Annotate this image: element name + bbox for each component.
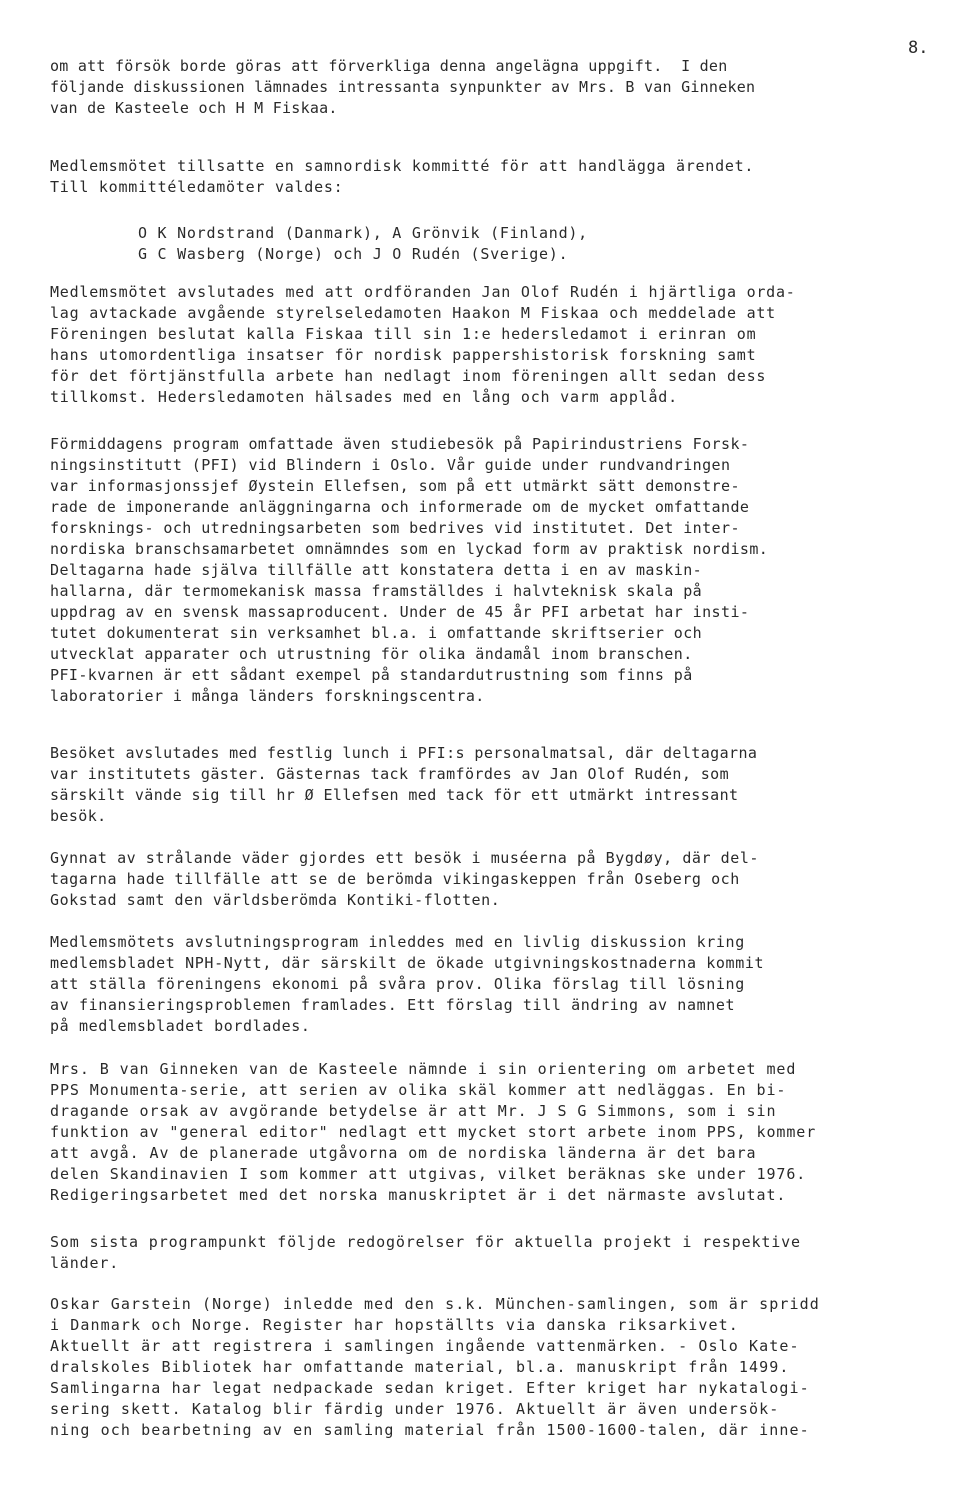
text-line: för det förtjänstfulla arbete han nedlagt inom föreningen allt sedan dess xyxy=(50,367,767,385)
text-line: tagarna hade tillfälle att se de berömda vikingaskeppen från Oseberg och xyxy=(50,870,740,888)
text-line: länder. xyxy=(50,1254,120,1272)
text-line: PFI-kvarnen är ett sådant exempel på standardutrustning som finns på xyxy=(50,666,693,684)
text-line: delen Skandinavien I som kommer att utgivas, vilket beräknas ske under 1976. xyxy=(50,1165,807,1183)
text-line: nordiska branschsamarbetet omnämndes som en lyckad form av praktisk nordism. xyxy=(50,540,769,558)
text-line: ning och bearbetning av en samling material från 1500-1600-talen, där inne- xyxy=(50,1421,810,1439)
paragraph xyxy=(50,1294,930,1441)
text-line: uppdrag av en svensk massaproducent. Under de 45 år PFI arbetat har insti- xyxy=(50,603,750,621)
text-line: Medlemsmötet avslutades med att ordföranden Jan Olof Rudén i hjärtliga orda- xyxy=(50,283,796,301)
text-line: Mrs. B van Ginneken van de Kasteele nämnde i sin orientering om arbetet med xyxy=(50,1060,797,1078)
text-line: Till kommittéledamöter valdes: xyxy=(50,178,344,196)
text-line: O K Nordstrand (Danmark), A Grönvik (Finland), xyxy=(138,224,588,242)
text-line: följande diskussionen lämnades intressanta synpunkter av Mrs. B van Ginneken xyxy=(50,78,756,96)
text-line: Medlemsmötets avslutningsprogram inleddes med en livlig diskussion kring xyxy=(50,933,745,951)
text-line: dralskoles Bibliotek har omfattande material, bl.a. manuskript från 1499. xyxy=(50,1358,790,1376)
text-line: dragande orsak av avgörande betydelse är att Mr. J S G Simmons, som i sin xyxy=(50,1102,777,1120)
text-line: rade de imponerande anläggningarna och informerade om de mycket omfattande xyxy=(50,498,750,516)
paragraph xyxy=(50,434,930,707)
text-line: Som sista programpunkt följde redogörelser för aktuella projekt i respektive xyxy=(50,1233,801,1251)
text-line: funktion av "general editor" nedlagt ett mycket stort arbete inom PPS, kommer xyxy=(50,1123,817,1141)
text-line: PPS Monumenta-serie, att serien av olika skäl kommer att nedläggas. En bi- xyxy=(50,1081,787,1099)
text-line: Förmiddagens program omfattade även studiebesök på Papirindustriens Forsk- xyxy=(50,435,750,453)
paragraph xyxy=(138,223,960,265)
text-line: tillkomst. Hedersledamoten hälsades med en lång och varm applåd. xyxy=(50,388,678,406)
text-line: på medlemsbladet bordlades. xyxy=(50,1017,311,1035)
text-line: Deltagarna hade själva tillfälle att konstatera detta i en av maskin- xyxy=(50,561,703,579)
text-line: Gynnat av strålande väder gjordes ett besök i muséerna på Bygdøy, där del- xyxy=(50,849,759,867)
text-line: G C Wasberg (Norge) och J O Rudén (Sverige). xyxy=(138,245,569,263)
text-line: laboratorier i många länders forskningscentra. xyxy=(50,687,485,705)
paragraph xyxy=(50,932,930,1037)
paragraph xyxy=(50,56,930,119)
text-line: Aktuellt är att registrera i samlingen ingående vattenmärken. - Oslo Kate- xyxy=(50,1337,800,1355)
text-line: om att försök borde göras att förverkliga denna angelägna uppgift. I den xyxy=(50,57,728,75)
text-line: hallarna, där termomekanisk massa framställdes i halvteknisk skala på xyxy=(50,582,703,600)
paragraph xyxy=(50,743,930,827)
text-line: i Danmark och Norge. Register har hopställts via danska riksarkivet. xyxy=(50,1316,739,1334)
text-line: att avgå. Av de planerade utgåvorna om de nordiska länderna är det bara xyxy=(50,1144,757,1162)
text-line: Samlingarna har legat nedpackade sedan kriget. Efter kriget har nykatalogi- xyxy=(50,1379,810,1397)
text-line: Redigeringsarbetet med det norska manuskriptet är i det närmaste avslutat. xyxy=(50,1186,787,1204)
paragraph xyxy=(50,156,930,198)
text-line: medlemsbladet NPH-Nytt, där särskilt de ökade utgivningskostnaderna kommit xyxy=(50,954,765,972)
text-line: var institutets gäster. Gästernas tack framfördes av Jan Olof Rudén, som xyxy=(50,765,730,783)
paragraph xyxy=(50,282,930,408)
text-line: Gokstad samt den världsberömda Kontiki-flotten. xyxy=(50,891,501,909)
text-line: ningsinstitutt (PFI) vid Blindern i Oslo. Vår guide under rundvandringen xyxy=(50,456,731,474)
text-line: forsknings- och utredningsarbeten som bedrives vid institutet. Det inter- xyxy=(50,519,740,537)
text-line: tutet dokumenterat sin verksamhet bl.a. i omfattande skriftserier och xyxy=(50,624,703,642)
text-line: Besöket avslutades med festlig lunch i PFI:s personalmatsal, där deltagarna xyxy=(50,744,758,762)
text-line: Medlemsmötet tillsatte en samnordisk kommitté för att handlägga ärendet. xyxy=(50,157,755,175)
text-line: att ställa föreningens ekonomi på svåra prov. Olika förslag till lösning xyxy=(50,975,745,993)
paragraph xyxy=(50,848,930,911)
text-line: besök. xyxy=(50,807,107,825)
text-line: van de Kasteele och H M Fiskaa. xyxy=(50,99,338,117)
text-line: lag avtackade avgående styrelseledamoten Haakon M Fiskaa och meddelade att xyxy=(50,304,776,322)
text-line: sering skett. Katalog blir färdig under 1976. Aktuellt är även undersök- xyxy=(50,1400,780,1418)
paragraph xyxy=(50,1059,930,1206)
text-line: hans utomordentliga insatser för nordisk pappershistorisk forskning samt xyxy=(50,346,757,364)
text-line: av finansieringsproblemen framlades. Ett förslag till ändring av namnet xyxy=(50,996,736,1014)
paragraph xyxy=(50,1232,930,1274)
text-line: Föreningen beslutat kalla Fiskaa till sin 1:e hedersledamot i erinran om xyxy=(50,325,757,343)
text-line: utvecklat apparater och utrustning för olika ändamål inom branschen. xyxy=(50,645,693,663)
text-line: särskilt vände sig till hr Ø Ellefsen med tack för ett utmärkt intressant xyxy=(50,786,739,804)
text-line: var informasjonssjef Øystein Ellefsen, som på ett utmärkt sätt demonstre- xyxy=(50,477,740,495)
text-line: Oskar Garstein (Norge) inledde med den s.k. München-samlingen, som är spridd xyxy=(50,1295,820,1313)
page-number: 8. xyxy=(908,38,929,58)
